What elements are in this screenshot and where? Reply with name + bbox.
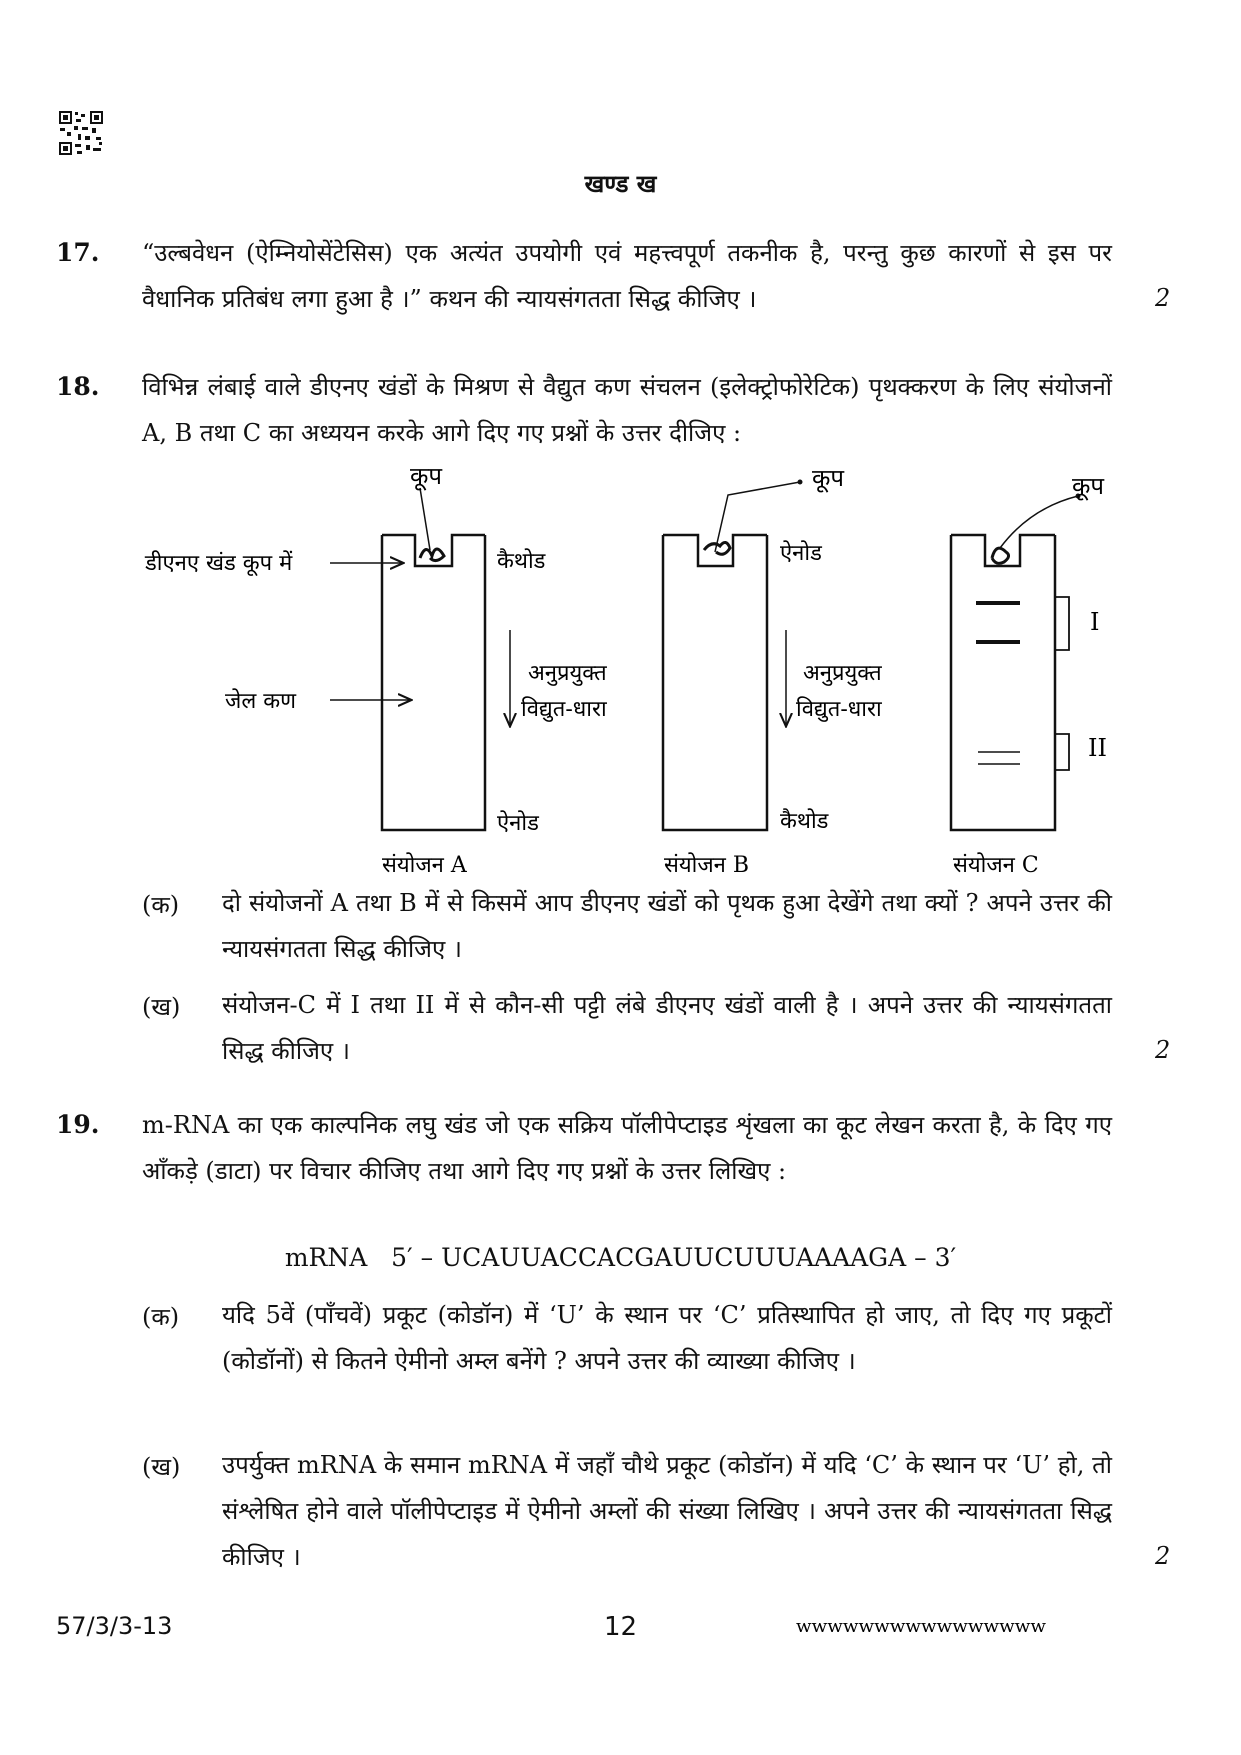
question-19-marks: 2 [1155,1542,1171,1570]
question-18-sub-b-label: (ख) [142,993,181,1021]
setup-a-anode-label: ऐनोड [497,811,539,836]
setup-b-caption: संयोजन B [664,853,750,878]
footer-wave-decoration [796,1618,1051,1636]
question-17-number: 17. [56,238,100,267]
question-18-text: विभिन्न लंबाई वाले डीएनए खंडों के मिश्रण से वैद्युत कण संचलन (इलेक्ट्रोफोरेटिक) पृथक्करण के लिए संयोजनों A, B तथा C का अध्ययन करके आगे दिए गए प्रश्नों के उत्तर दीजिए : [142,373,1112,447]
question-19-text: m-RNA का एक काल्पनिक लघु खंड जो एक सक्रिय पॉलीपेप्टाइड शृंखला का कूट लेखन करता है, के दिए गए आँकड़े (डाटा) पर विचार कीजिए तथा आगे दिए गए प्रश्नों के उत्तर लिखिए : [142,1111,1112,1185]
setup-b-anode-label: ऐनोड [780,541,822,566]
setup-b-well-label: कूप [812,464,845,492]
setup-a-well-label: कूप [410,462,443,490]
electrophoresis-diagram [0,460,1241,880]
question-17-text: “उल्बवेधन (ऐम्नियोसेंटेसिस) एक अत्यंत उपयोगी एवं महत्त्वपूर्ण तकनीक है, परन्तु कुछ कारणों से इस पर वैधानिक प्रतिबंध लगा हुआ है ।” कथन की न्यायसंगतता सिद्ध कीजिए । [142,239,1112,313]
question-19-sub-b-label: (ख) [142,1453,181,1481]
qr-code [58,110,104,156]
question-18-sub-a-text: दो संयोजनों A तथा B में से किसमें आप डीएनए खंडों को पृथक हुआ देखेंगे तथा क्यों ? अपने उत्तर की न्यायसंगतता सिद्ध कीजिए । [222,889,1112,963]
setup-a-caption: संयोजन A [382,853,467,878]
section-title: खण्ड ख [584,169,657,198]
setup-b-cathode-label: कैथोड [780,809,829,834]
setup-a [144,462,607,878]
mrna-sequence: mRNA 5′ – UCAUUACCACGAUUCUUUAAAAGA – 3′ [284,1243,957,1272]
setup-b [663,464,882,878]
question-18-number: 18. [56,372,100,401]
setup-c-caption: संयोजन C [953,853,1039,878]
footer-paper-code: 57/3/3-13 [56,1612,173,1640]
setup-c-band-II-label: II [1088,734,1107,762]
gel-label: जेल कण [225,689,297,714]
setup-a-current-label-2: विद्युत-धारा [521,697,607,722]
question-18-marks: 2 [1155,1036,1171,1064]
question-19-sub-b-text: उपर्युक्त mRNA के समान mRNA में जहाँ चौथे प्रकूट (कोडॉन) में यदि ‘C’ के स्थान पर ‘U’ हो, तो संश्लेषित होने वाले पॉलीपेप्टाइड में ऐमीनो अम्लों की संख्या लिखिए । अपने उत्तर की न्यायसंगतता सिद्ध कीजिए । [222,1451,1112,1571]
question-19-sub-a-label: (क) [142,1303,180,1331]
footer-page-number: 12 [603,1612,638,1642]
setup-b-current-label-1: अनुप्रयुक्त [803,661,882,686]
setup-a-current-label-1: अनुप्रयुक्त [528,661,607,686]
setup-b-current-label-2: विद्युत-धारा [796,697,882,722]
setup-c-well-label: कूप [1072,472,1105,500]
setup-c-band-I-label: I [1090,608,1100,636]
setup-c [951,472,1107,878]
question-19-number: 19. [56,1110,100,1139]
question-17-marks: 2 [1155,284,1171,312]
question-18-sub-a-label: (क) [142,891,180,919]
setup-a-cathode-label: कैथोड [497,549,546,574]
question-19-sub-a-text: यदि 5वें (पाँचवें) प्रकूट (कोडॉन) में ‘U’ के स्थान पर ‘C’ प्रतिस्थापित हो जाए, तो दिए गए प्रकूटों (कोडॉनों) से कितने ऐमीनो अम्ल बनेंगे ? अपने उत्तर की व्याख्या कीजिए । [222,1301,1112,1375]
footer-wave-text: wwwwwwwwwwwwwwww [796,1618,1047,1636]
question-18-sub-b-text: संयोजन-C में I तथा II में से कौन-सी पट्टी लंबे डीएनए खंडों वाली है । अपने उत्तर की न्यायसंगतता सिद्ध कीजिए । [222,991,1112,1065]
dna-in-well-label: डीएनए खंड कूप में [145,551,293,576]
